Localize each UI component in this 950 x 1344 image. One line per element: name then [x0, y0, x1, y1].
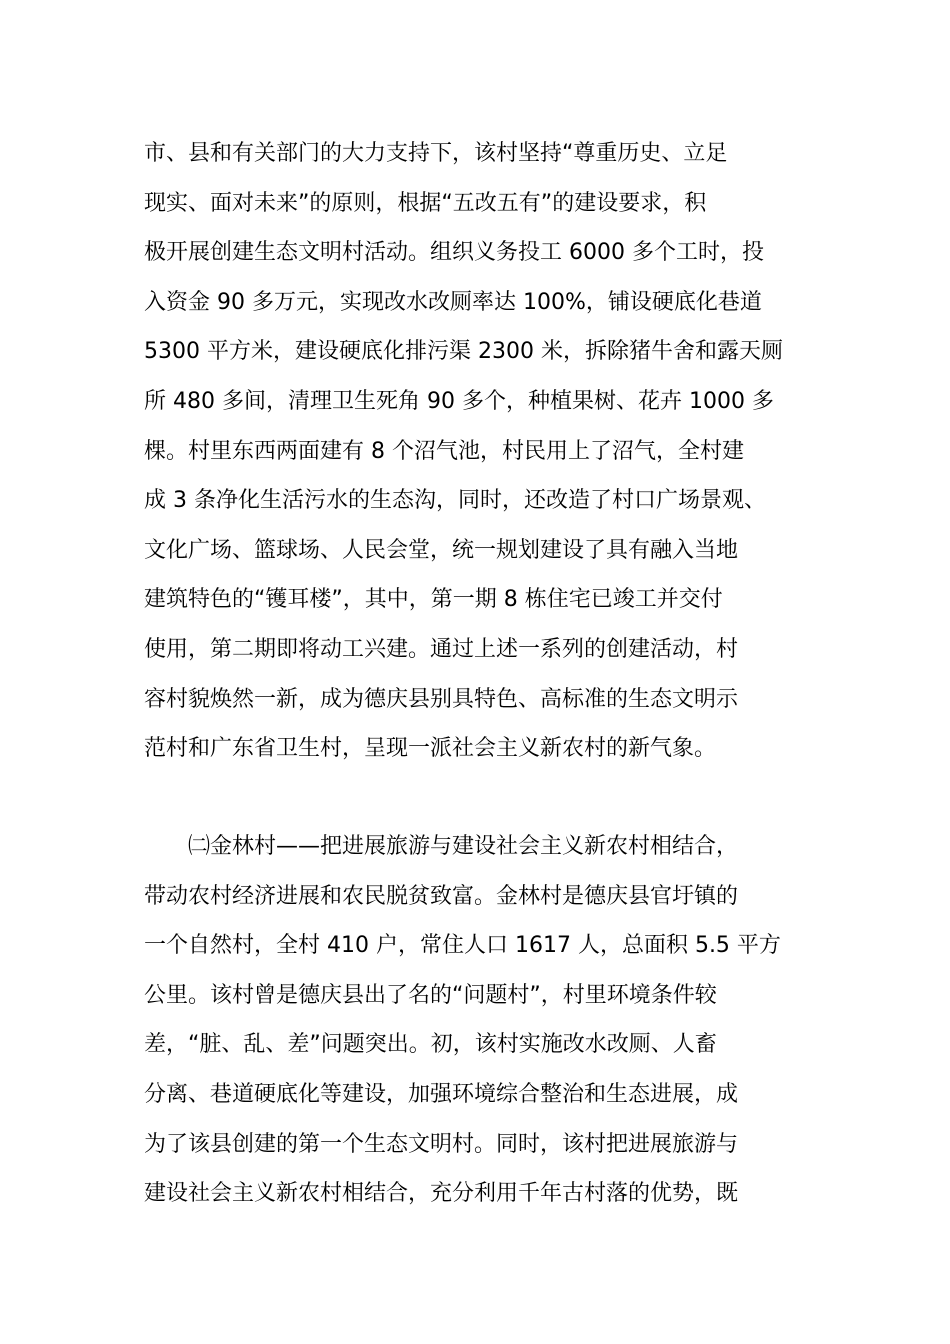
- text-line: 成 3 条净化生活污水的生态沟，同时，还改造了村口广场景观、: [144, 488, 766, 514]
- text-line: 为了该县创建的第一个生态文明村。同时，该村把进展旅游与: [144, 1131, 739, 1157]
- text-line: 使用，第二期即将动工兴建。通过上述一系列的创建活动，村: [144, 636, 739, 662]
- text-line: 入资金 90 多万元，实现改水改厕率达 100%，铺设硬底化巷道: [144, 289, 762, 315]
- text-line: 带动农村经济进展和农民脱贫致富。金林村是德庆县官圩镇的: [144, 883, 739, 909]
- text-line: 文化广场、篮球场、人民会堂，统一规划建设了具有融入当地: [144, 537, 739, 563]
- text-line: 差，“脏、乱、差”问题突出。初，该村实施改水改厕、人畜: [144, 1032, 717, 1058]
- text-line: 极开展创建生态文明村活动。组织义务投工 6000 多个工时，投: [144, 240, 764, 266]
- text-line: 棵。村里东西两面建有 8 个沼气池，村民用上了沼气，全村建: [144, 438, 744, 464]
- text-line: 现实、面对未来”的原则，根据“五改五有”的建设要求，积: [144, 190, 707, 216]
- text-line: 范村和广东省卫生村，呈现一派社会主义新农村的新气象。: [144, 736, 717, 762]
- text-line: 5300 平方米，建设硬底化排污渠 2300 米，拆除猪牛舍和露天厕: [144, 339, 783, 365]
- paragraph-village-construction: [144, 129, 864, 774]
- text-line: 建筑特色的“镬耳楼”，其中，第一期 8 栋住宅已竣工并交付: [144, 587, 723, 613]
- text-line: 建设社会主义新农村相结合，充分利用千年古村落的优势，既: [144, 1181, 739, 1207]
- paragraph-jinlin-village: [144, 822, 864, 1219]
- text-line: 一个自然村，全村 410 户，常住人口 1617 人，总面积 5.5 平方: [144, 933, 781, 959]
- text-line: 所 480 多间，清理卫生死角 90 多个，种植果树、花卉 1000 多: [144, 388, 774, 414]
- text-line: 市、县和有关部门的大力支持下，该村坚持“尊重历史、立足: [144, 141, 728, 166]
- text-line: 容村貌焕然一新，成为德庆县别具特色、高标准的生态文明示: [144, 686, 739, 712]
- text-line: 分离、巷道硬底化等建设，加强环境综合整治和生态进展，成: [144, 1081, 739, 1107]
- text-line: 公里。该村曾是德庆县出了名的“问题村”，村里环境条件较: [144, 982, 717, 1008]
- text-line: ㈡金林村——把进展旅游与建设社会主义新农村相结合，: [144, 834, 739, 859]
